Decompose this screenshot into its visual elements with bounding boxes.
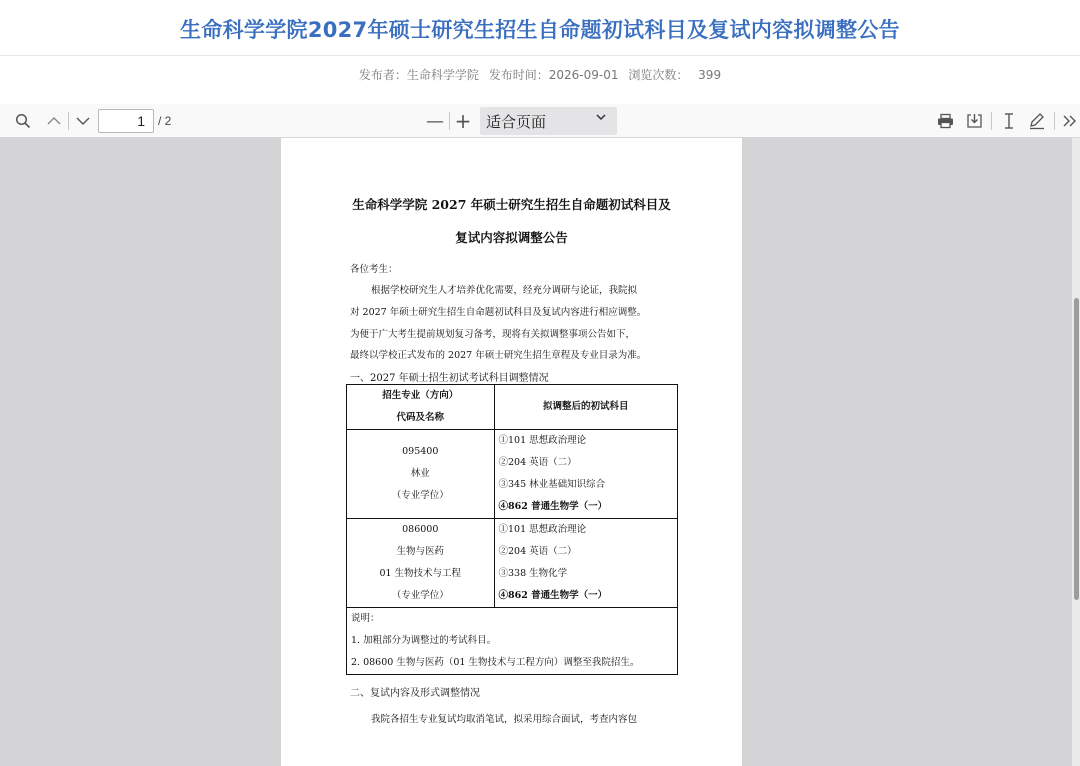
note-line: 2. 08600 生物与医药（01 生物技术与工程方向）调整至我院招生。	[351, 657, 640, 668]
header-col1-line1: 招生专业（方向）	[382, 390, 459, 401]
zoom-in-button[interactable]	[451, 109, 475, 133]
subjects-cell	[494, 430, 677, 519]
print-icon[interactable]	[933, 109, 957, 133]
chevron-down-icon[interactable]	[71, 109, 95, 133]
zoom-out-button[interactable]	[423, 109, 447, 133]
table-header-cell	[347, 385, 495, 430]
paragraph-line: 我院各招生专业复试均取消笔试，拟采用综合面试，考查内容包	[371, 714, 638, 725]
subject-item: ②204 英语（二）	[498, 457, 577, 468]
major-name: 生物与医药	[396, 546, 445, 557]
pen-icon[interactable]	[1025, 109, 1049, 133]
subjects-table	[346, 384, 678, 675]
chevron-up-icon[interactable]	[42, 109, 66, 133]
major-type: （专业学位）	[391, 590, 449, 601]
major-code: 086000	[402, 524, 439, 535]
pdf-page	[281, 138, 742, 766]
paragraph-line: 根据学校研究生人才培养优化需要，经充分调研与论证，我院拟	[371, 285, 638, 296]
major-direction: 01 生物技术与工程	[379, 568, 462, 579]
paragraph-line: 对 2027 年硕士研究生招生自命题初试科目及复试内容进行相应调整。	[350, 307, 647, 318]
download-icon[interactable]	[962, 109, 986, 133]
text-cursor-icon[interactable]	[997, 109, 1021, 133]
subject-item: ③345 林业基础知识综合	[498, 479, 606, 490]
major-type: （专业学位）	[391, 490, 449, 501]
viewer-scrollbar[interactable]	[1072, 138, 1080, 766]
toolbar-divider	[1054, 112, 1055, 130]
page-number-input[interactable]	[98, 109, 154, 133]
document-title-line2: 复试内容拟调整公告	[455, 230, 568, 245]
section-heading: 二、复试内容及形式调整情况	[350, 688, 480, 699]
article-header	[0, 0, 1080, 56]
header-col1-line2: 代码及名称	[396, 412, 445, 423]
toolbar-divider	[449, 112, 450, 130]
page-total: / 2	[158, 114, 172, 128]
zoom-select[interactable]	[480, 107, 617, 135]
pdf-viewer[interactable]	[0, 138, 1080, 766]
plus-icon: +	[454, 109, 472, 133]
zoom-value: 适合页面	[486, 113, 547, 131]
subject-item-adjusted: ④862 普通生物学（一）	[498, 590, 608, 601]
note-line: 说明：	[351, 613, 380, 624]
toolbar-divider	[991, 112, 992, 130]
header-col2: 拟调整后的初试科目	[543, 401, 629, 412]
major-cell	[347, 519, 495, 608]
double-chevron-icon[interactable]	[1058, 109, 1080, 133]
table-header-row	[347, 385, 678, 430]
page-title: 生命科学学院2027年硕士研究生招生自命题初试科目及复试内容拟调整公告	[180, 18, 900, 42]
toolbar-divider	[68, 112, 69, 130]
major-cell	[347, 430, 495, 519]
views-count: 399	[698, 68, 722, 82]
search-icon[interactable]	[11, 109, 35, 133]
paragraph-line: 为便于广大考生提前规划复习备考，现将有关拟调整事项公告如下，	[350, 329, 636, 340]
subject-item: ①101 思想政治理论	[498, 524, 587, 535]
scrollbar-thumb[interactable]	[1074, 298, 1079, 600]
salutation: 各位考生：	[350, 264, 398, 275]
subject-item: ①101 思想政治理论	[498, 435, 587, 446]
publisher-label: 发布者：生命科学学院	[358, 68, 479, 82]
chevron-down-icon	[595, 113, 607, 121]
subject-item: ②204 英语（二）	[498, 546, 577, 557]
subject-item: ③338 生物化学	[498, 568, 568, 579]
table-notes-row	[347, 608, 678, 675]
note-line: 1. 加粗部分为调整过的考试科目。	[351, 635, 497, 646]
article-meta	[0, 66, 1080, 83]
subjects-cell	[494, 519, 677, 608]
minus-icon: —	[426, 110, 444, 132]
subject-item-adjusted: ④862 普通生物学（一）	[498, 501, 608, 512]
table-row	[347, 430, 678, 519]
document-title-line1: 生命科学学院 2027 年硕士研究生招生自命题初试科目及	[352, 197, 671, 212]
views-label: 浏览次数：	[628, 68, 689, 82]
table-header-cell	[494, 385, 677, 430]
pdf-toolbar	[0, 104, 1080, 138]
notes-cell	[347, 608, 678, 675]
paragraph-line: 最终以学校正式发布的 2027 年硕士研究生招生章程及专业目录为准。	[350, 350, 647, 361]
major-name: 林业	[410, 468, 430, 479]
publish-time-label: 发布时间：2026-09-01	[488, 68, 619, 82]
major-code: 095400	[402, 446, 439, 457]
table-row	[347, 519, 678, 608]
section-heading: 一、2027 年硕士招生初试考试科目调整情况	[350, 373, 549, 384]
